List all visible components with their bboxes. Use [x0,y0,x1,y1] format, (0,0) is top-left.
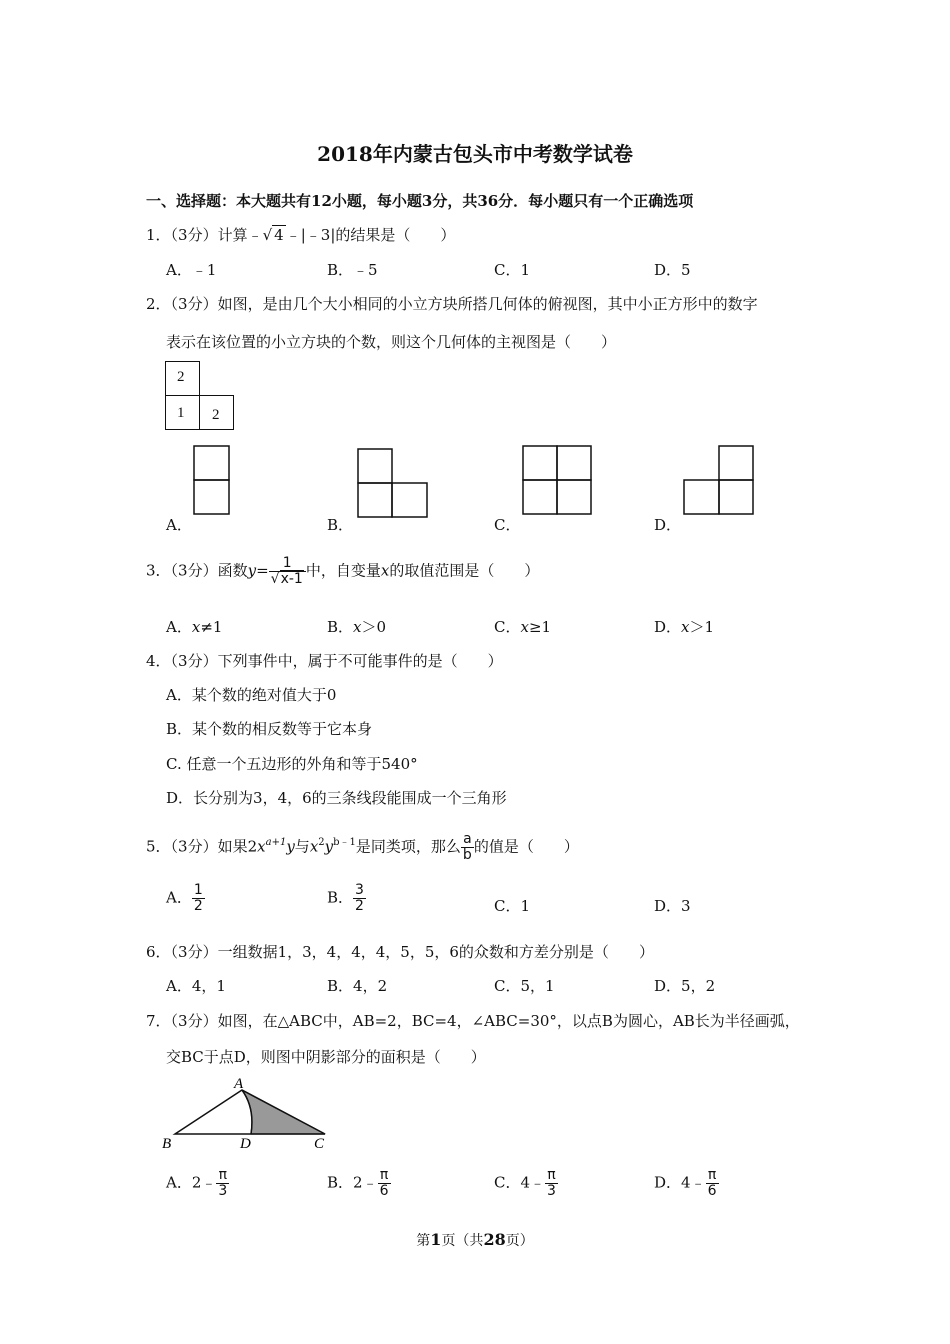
front-view-d-square [719,480,753,514]
fraction-numerator: π [216,1168,229,1184]
footer-text: 第 [416,1233,431,1249]
q2-option-a-label: A． [166,516,192,534]
fraction-denominator: 3 [547,1183,556,1199]
footer-text: 页（共 [441,1233,484,1249]
option-value: 4﹣ [520,1173,546,1192]
fraction-denominator: √x-1 [270,571,303,587]
exponent: 2 [318,836,325,848]
exponent: a+1 [265,836,287,848]
q2-option-b-label: B． [327,516,354,534]
option-value: ＞0 [361,618,387,636]
stem-text: 中，自变量 [305,561,381,580]
q6-option-a: A．4，1 [166,977,226,995]
front-view-c-square [557,480,591,514]
stem-text: 与 [294,837,310,856]
q7-option-a [166,1168,229,1199]
fraction-numerator: a [461,832,474,848]
fraction-numerator: 3 [355,882,364,898]
fraction-numerator: π [378,1168,391,1184]
option-label: B． [327,618,354,636]
footer-text: 页） [505,1233,534,1249]
option-label: C． [494,1173,521,1192]
q5-option-c: C．1 [494,897,531,915]
q3-option-b [327,616,386,637]
option-label: D． [654,618,682,636]
fraction-denominator: 6 [379,1183,389,1199]
stem-text: ﹣|﹣3|的结果是（ ） [285,226,456,244]
fraction [706,1168,719,1199]
fraction-denominator: 6 [707,1183,717,1199]
radicand: 4 [274,226,284,244]
q7-option-d [654,1168,719,1199]
q2-option-figures [160,440,800,520]
fraction-denominator: 3 [218,1183,228,1199]
stem-text: 计算﹣ [217,226,263,244]
question-2-line1: 2．（3分）如图，是由几个大小相同的小立方块所搭几何体的俯视图，其中小正方形中的数字 [146,295,758,313]
option-label: A． [166,618,192,636]
fraction [461,832,474,863]
math-var: y [324,837,334,856]
question-6-stem: 6．（3分）一组数据1，3，4，4，4，5，5，6的众数和方差分别是（ ） [146,943,654,961]
fraction [216,1168,229,1199]
q2-option-d-label: D． [654,516,682,534]
stem-text: 的取值范围是（ ） [389,561,540,580]
q7-option-c [494,1168,558,1199]
fraction [545,1168,558,1199]
q6-option-b: B．4，2 [327,977,388,995]
question-score: （3分） [170,561,218,580]
page-title: 2018年内蒙古包头市中考数学试卷 [317,142,633,166]
cell-count: 1 [177,405,185,421]
option-value: 4﹣ [681,1173,706,1192]
q1-option-d: D．5 [654,261,691,279]
point-label-d: D [240,1136,251,1152]
option-value: ≠1 [200,618,223,636]
question-number: 1． [146,226,171,244]
fraction-denominator: b [462,847,472,863]
q4-option-d: D．长分别为3，4，6的三条线段能围成一个三角形 [166,789,507,807]
question-2-line2: 表示在该位置的小立方块的个数，则这个几何体的主视图是（ ） [166,333,617,351]
math-eq: = [256,561,269,580]
fraction-numerator: 1 [269,556,306,572]
fraction-denominator: 2 [193,898,203,914]
fraction-numerator: π [545,1168,558,1184]
fraction [353,883,366,914]
math-var: x [191,618,201,636]
fraction-numerator: π [706,1168,719,1184]
exponent: b﹣1 [333,836,356,848]
q6-option-d: D．5，2 [654,977,716,995]
cell-count: 2 [212,407,220,423]
math-var: y [247,561,257,580]
math-var: x [380,561,390,580]
q3-option-d [654,616,714,637]
option-label: B． [327,888,354,907]
q6-option-c: C．5，1 [494,977,555,995]
front-view-d-square [719,446,753,480]
question-5-stem [146,832,579,863]
q1-option-b: B．﹣5 [327,261,378,279]
math-var: x [309,837,319,856]
q3-option-c [494,616,551,637]
question-number: 3． [146,561,171,580]
question-7-line2: 交BC于点D，则图中阴影部分的面积是（ ） [166,1048,486,1066]
q5-option-a [166,883,205,914]
q5-option-d: D．3 [654,897,691,915]
math-var: x [257,837,266,856]
math-var: y [286,837,295,856]
option-value: ≥1 [528,618,552,636]
q4-option-b: B．某个数的相反数等于它本身 [166,720,373,738]
option-label: A． [166,888,192,907]
stem-text: 5．（3分）如果2 [146,837,258,856]
q1-option-c: C．1 [494,261,531,279]
fraction [378,1168,391,1199]
front-view-c-square [523,446,557,480]
q1-option-a: A．﹣1 [166,261,217,279]
q7-option-b [327,1168,391,1199]
total-pages: 28 [483,1230,506,1249]
question-3-stem [146,556,539,587]
option-value: ＞1 [689,618,715,636]
point-label-b: B [162,1136,172,1152]
section-heading: 一、选择题：本大题共有12小题，每小题3分，共36分．每小题只有一个正确选项 [146,192,694,210]
option-label: B． [327,1173,354,1192]
q2-option-c-label: C． [494,516,521,534]
question-1-stem: 1．（3分）计算﹣√ 4 ﹣|﹣3|的结果是（ ） [146,226,456,244]
triangle-figure [160,1074,340,1154]
q3-option-a [166,616,222,637]
front-view-b-square [358,483,392,517]
front-view-c-square [557,446,591,480]
question-4-stem: 4．（3分）下列事件中，属于不可能事件的是（ ） [146,652,503,670]
front-view-c-square [523,480,557,514]
fraction-numerator: 1 [193,882,203,898]
front-view-b-square [392,483,427,517]
question-score: （3分） [170,226,218,244]
page-number: 1 [430,1230,442,1249]
front-view-a-square [194,446,229,480]
fraction-denominator: 2 [355,898,364,914]
option-value: 2﹣ [191,1173,217,1192]
option-label: D． [654,1173,682,1192]
page-footer [0,1230,950,1250]
option-value: 2﹣ [353,1173,378,1192]
q4-option-a: A．某个数的绝对值大于0 [166,686,337,704]
cell-count: 2 [177,369,185,385]
math-var: x [520,618,529,636]
front-view-a-square [194,480,229,514]
stem-text: 是同类项，那么 [355,837,461,856]
question-7-line1: 7．（3分）如图，在△ABC中，AB=2，BC=4，∠ABC=30°，以点B为圆心，AB长为半径画弧， [146,1012,800,1030]
front-view-b-square [358,449,392,483]
fraction [192,883,205,914]
option-label: C． [494,618,521,636]
stem-text: 函数 [217,561,248,580]
math-var: x [353,618,362,636]
point-label-c: C [314,1136,325,1152]
front-view-d-square [684,480,719,514]
q4-option-c: C. 任意一个五边形的外角和等于540° [166,755,418,773]
math-var: x [681,618,690,636]
q5-option-b [327,883,366,914]
point-label-a: A [234,1076,244,1092]
fraction [269,556,306,587]
option-label: A． [166,1173,192,1192]
stem-text: 的值是（ ） [473,837,579,856]
radicand: x-1 [280,571,303,587]
